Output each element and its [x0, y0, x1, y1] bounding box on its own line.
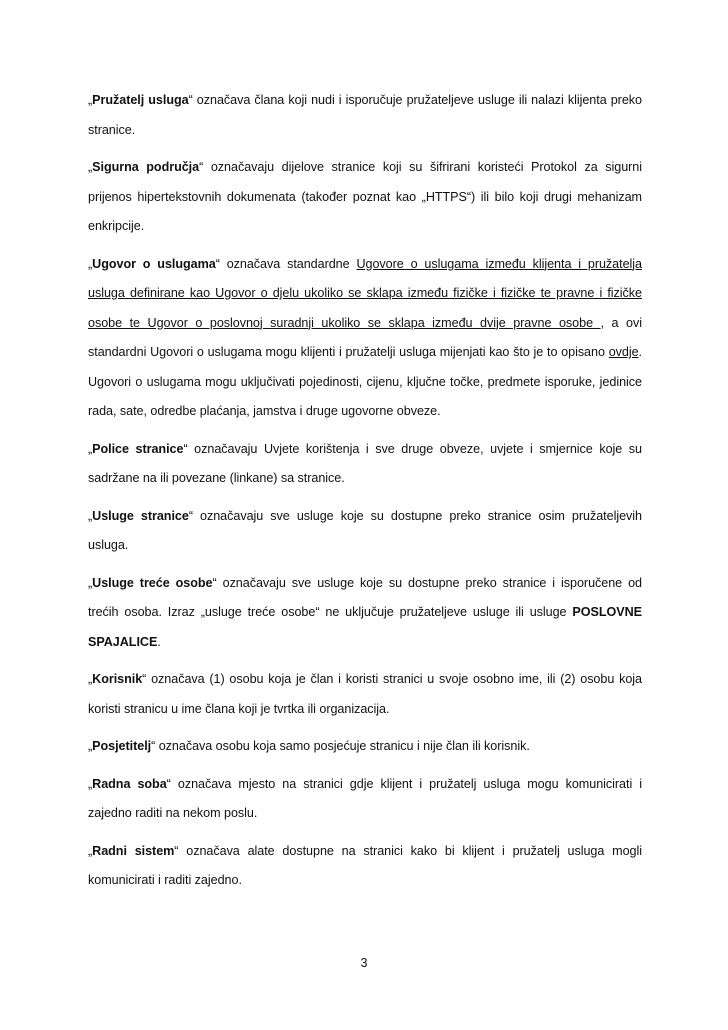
definition-term: Radni sistem [92, 843, 175, 858]
definition-text: . Ugovori o uslugama mogu uključivati pojedinosti, cijenu, ključne točke, predmete isporuke, jedinice rada, sate, odredbe plaćanja, jamstva i druge ugovorne obveze. [88, 345, 642, 418]
document-page [88, 86, 642, 904]
definition-text: označava člana koji nudi i isporučuje pružateljeve usluge ili nalazi klijenta preko stranice. [88, 93, 642, 137]
definition-paragraph: „Radna soba“ označava mjesto na stranici gdje klijent i pružatelj usluga mogu komunicirati i zajedno raditi na nekom poslu. [88, 776, 642, 820]
definition-paragraph: „Police stranice“ označavaju Uvjete korištenja i sve druge obveze, uvjete i smjernice koje su sadržane na ili povezane (linkane) sa stranice. [88, 441, 642, 485]
definition-term: Radna soba [92, 776, 167, 791]
definition-text: označavaju sve usluge koje su dostupne preko stranice i isporučene od trećih osoba. Izraz „usluge treće osobe“ ne uključuje pružateljeve usluge ili usluge [88, 575, 643, 619]
definition-term: Police stranice [92, 441, 184, 456]
definition-paragraph: „Usluge stranice“ označavaju sve usluge koje su dostupne preko stranice osim pružateljevih usluga. [88, 508, 642, 552]
definition-term: Pružatelj usluga [92, 93, 189, 107]
definition-paragraph: „Radni sistem“ označava alate dostupne na stranici kako bi klijent i pružatelj usluga mogli komunicirati i raditi zajedno. [88, 843, 642, 887]
definition-term: Usluge treće osobe [92, 575, 213, 590]
bold-text: POSLOVNE SPAJALICE [88, 605, 642, 649]
definitions-list [88, 86, 642, 896]
document-link[interactable]: ovdje [608, 345, 639, 359]
definition-term: Usluge stranice [92, 508, 189, 523]
definition-paragraph: „Ugovor o uslugama“ označava standardne Ugovore o uslugama između klijenta i pružatelja usluga definirane kao Ugovor o djelu ukoliko se sklapa između fizičke i fizičke te pravne i fizičke osobe te Ugovor o poslovnoj suradnji ukoliko se sklapa između dvije pravne osobe , a ovi standardni Ugovori o uslugama mogu klijenti i pružatelji usluga mijenjati kao što je to opisano ovdje. Ugovori o uslugama mogu uključivati pojedinosti, cijenu, ključne točke, predmete isporuke, jedinice rada, sate, odredbe plaćanja, jamstva i druge ugovorne obveze. [88, 256, 642, 418]
definition-text: označava alate dostupne na stranici kako bi klijent i pružatelj usluga mogli komunicirati i raditi zajedno. [88, 843, 642, 887]
definition-text: označava standardne [219, 256, 357, 271]
definition-paragraph: „Posjetitelj“ označava osobu koja samo posjećuje stranicu i nije član ili korisnik. [88, 739, 530, 753]
definition-paragraph: „Sigurna područja“ označavaju dijelove stranice koji su šifrirani koristeći Protokol za sigurni prijenos hipertekstovnih dokumenata (također poznat kao „HTTPS“) ili bilo koji drugi mehanizam enkripcije. [88, 160, 642, 233]
page-number: 3 [360, 956, 368, 970]
definition-paragraph: „Pružatelj usluga“ označava člana koji nudi i isporučuje pružateljeve usluge ili nalazi klijenta preko stranice. [88, 93, 642, 137]
definition-term: Sigurna područja [92, 160, 200, 174]
definition-text: označava osobu koja samo posjećuje stranicu i nije član ili korisnik. [155, 739, 530, 753]
definition-text: . [157, 634, 161, 649]
definition-paragraph: „Usluge treće osobe“ označavaju sve usluge koje su dostupne preko stranice i isporučene od trećih osoba. Izraz „usluge treće osobe“ ne uključuje pružateljeve usluge ili usluge POSLOVNE SPAJALICE. [88, 575, 643, 649]
document-link[interactable]: Ugovore o uslugama između klijenta i pružatelja usluga definirane kao Ugovor o djelu ukoliko se sklapa između fizičke i fizičke te pravne i fizičke osobe te Ugovor o poslovnoj suradnji ukoliko se sklapa između dvije pravne osobe [88, 256, 642, 330]
definition-text: označavaju Uvjete korištenja i sve druge obveze, uvjete i smjernice koje su sadržane na ili povezane (linkane) sa stranice. [88, 441, 642, 485]
definition-term: Ugovor o uslugama [92, 256, 216, 271]
definition-text: označava (1) osobu koja je član i koristi stranici u svoje osobno ime, ili (2) osobu koja koristi stranicu u ime člana koji je tvrtka ili organizacija. [88, 672, 642, 716]
definition-text: označava mjesto na stranici gdje klijent i pružatelj usluga mogu komunicirati i zajedno raditi na nekom poslu. [88, 776, 642, 820]
definition-text: označavaju sve usluge koje su dostupne preko stranice osim pružateljevih usluga. [88, 508, 642, 552]
definition-paragraph: „Korisnik“ označava (1) osobu koja je član i koristi stranici u svoje osobno ime, ili (2) osobu koja koristi stranicu u ime člana koji je tvrtka ili organizacija. [88, 672, 642, 716]
definition-text: , a ovi standardni Ugovori o uslugama mogu klijenti i pružatelji usluga mijenjati kao što je to opisano [88, 315, 642, 359]
definition-text: označavaju dijelove stranice koji su šifrirani koristeći Protokol za sigurni prijenos hipertekstovnih dokumenata (također poznat kao „HTTPS“) ili bilo koji drugi mehanizam enkripcije. [88, 160, 642, 233]
definition-term: Posjetitelj [92, 739, 152, 753]
definition-term: Korisnik [92, 672, 143, 686]
